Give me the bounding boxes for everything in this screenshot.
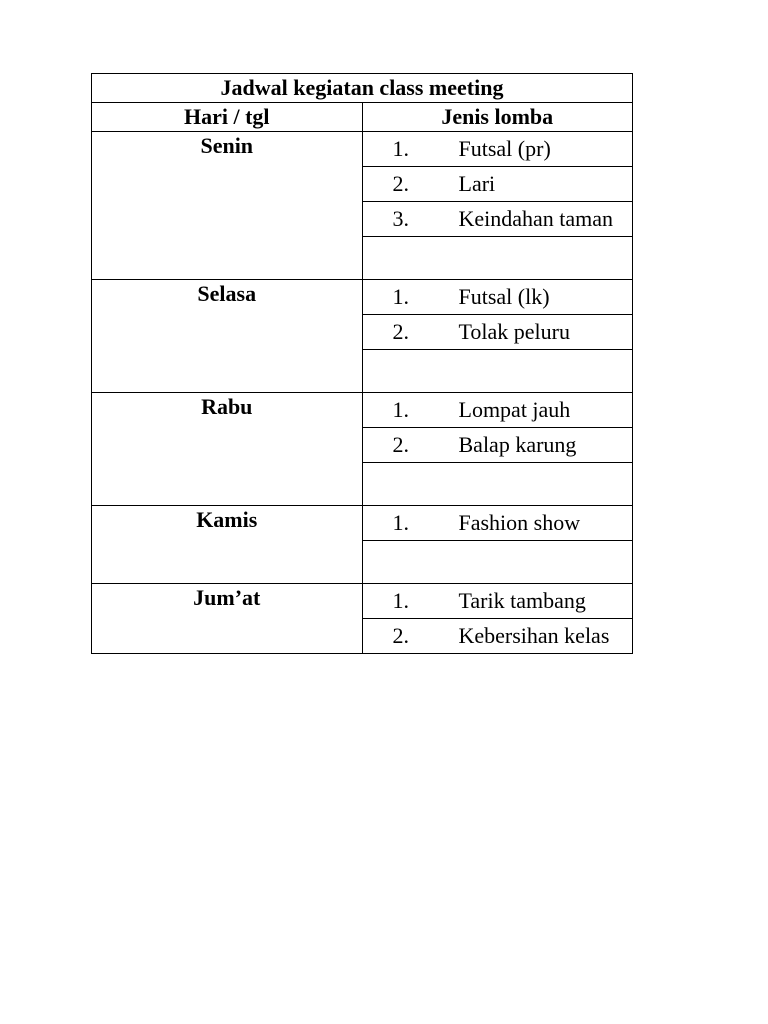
table-row: [92, 506, 633, 541]
empty-cell: [362, 350, 633, 393]
event-cell: [362, 202, 633, 237]
schedule-table: [91, 73, 633, 654]
title-row: [92, 74, 633, 103]
event-name: Kebersihan kelas: [458, 623, 610, 648]
item-number: 1.: [392, 284, 409, 309]
item-number: 2.: [392, 319, 409, 344]
empty-cell: [362, 541, 633, 584]
day-cell-jumat: Jum’at: [92, 584, 363, 654]
event-name: Tolak peluru: [458, 319, 570, 344]
item-number: 2.: [392, 623, 409, 648]
column-header-day: Hari / tgl: [92, 103, 363, 132]
header-row: [92, 103, 633, 132]
event-name: Futsal (pr): [458, 136, 551, 161]
table-row: [92, 584, 633, 619]
table-row: [92, 280, 633, 315]
day-cell-selasa: Selasa: [92, 280, 363, 393]
item-number: 1.: [392, 397, 409, 422]
item-number: 1.: [392, 588, 409, 613]
event-cell: [362, 280, 633, 315]
event-name: Fashion show: [458, 510, 581, 535]
column-header-event: Jenis lomba: [362, 103, 633, 132]
event-name: Keindahan taman: [458, 206, 614, 231]
event-name: Futsal (lk): [458, 284, 550, 309]
event-cell: [362, 315, 633, 350]
event-cell: [362, 428, 633, 463]
table-row: [92, 132, 633, 167]
day-cell-kamis: Kamis: [92, 506, 363, 584]
event-cell: [362, 584, 633, 619]
event-cell: [362, 167, 633, 202]
item-number: 2.: [392, 432, 409, 457]
item-number: 1.: [392, 136, 409, 161]
event-cell: [362, 619, 633, 654]
event-cell: [362, 506, 633, 541]
event-name: Tarik tambang: [458, 588, 586, 613]
item-number: 3.: [392, 206, 409, 231]
empty-cell: [362, 237, 633, 280]
day-cell-rabu: Rabu: [92, 393, 363, 506]
event-name: Lari: [458, 171, 496, 196]
event-cell: [362, 393, 633, 428]
table-row: [92, 393, 633, 428]
event-name: Balap karung: [458, 432, 577, 457]
table-title: Jadwal kegiatan class meeting: [92, 74, 633, 103]
event-name: Lompat jauh: [458, 397, 571, 422]
event-cell: [362, 132, 633, 167]
item-number: 1.: [392, 510, 409, 535]
item-number: 2.: [392, 171, 409, 196]
empty-cell: [362, 463, 633, 506]
day-cell-senin: Senin: [92, 132, 363, 280]
